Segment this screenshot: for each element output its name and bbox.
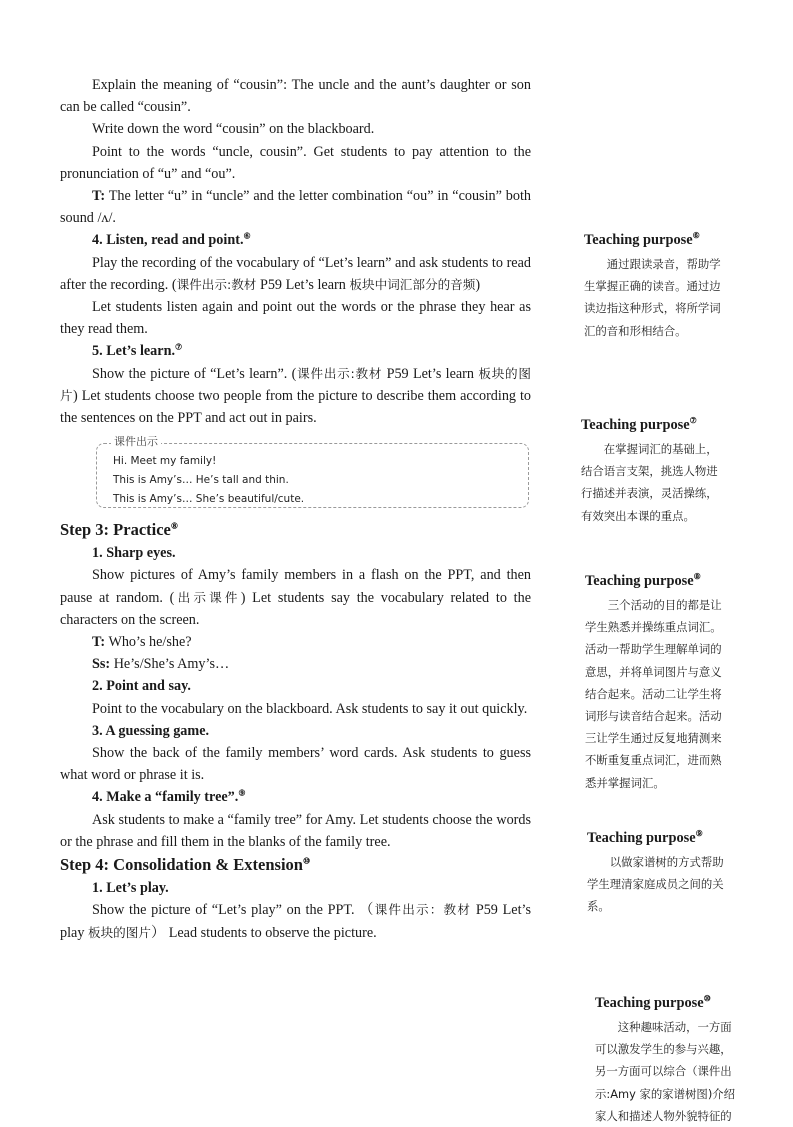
dialogue-line: T: Who’s he/she?	[92, 634, 192, 651]
note-text: 三个活动的目的都是让 学生熟悉并操练重点词汇。 活动一帮助学生理解单词的 意思，并将单词图片与意义 结合起来。活动二让学生将 词形与读音结合起来。活动 三让学生通过反复地猜测来 不断重复重点词汇，进而熟 悉并掌握词汇。	[585, 598, 722, 790]
footnote-marker: ⑦	[689, 416, 697, 426]
section-heading: 4. Listen, read and point.⑥	[92, 231, 251, 249]
note-title: Teaching purpose⑩	[595, 994, 711, 1011]
teaching-purpose-note	[581, 415, 759, 527]
teaching-purpose-note	[584, 230, 762, 342]
paragraph: Ask students to make a “family tree” for Amy. Let students choose the words or the phrase and fill them in the blanks of the family tree.	[60, 811, 531, 850]
speaker-label: T:	[92, 188, 106, 205]
section-heading: 2. Point and say.	[92, 678, 191, 695]
teaching-purpose-note	[585, 571, 763, 794]
section-heading: 5. Let’s learn.⑦	[92, 342, 183, 360]
paragraph: Write down the word “cousin” on the blackboard.	[92, 121, 375, 138]
section-heading: 3. A guessing game.	[92, 722, 210, 739]
courseware-line: Hi. Meet my family!	[113, 455, 217, 468]
teaching-purpose-note	[595, 993, 773, 1127]
footnote-marker: ⑧	[170, 521, 179, 531]
speaker-label: T:	[92, 634, 106, 651]
dialogue-line: Ss: He’s/She’s Amy’s…	[92, 656, 230, 673]
step-heading: Step 3: Practice⑧	[60, 520, 179, 540]
note-text: 以做家谱树的方式帮助 学生理清家庭成员之间的关 系。	[587, 855, 724, 914]
paragraph: Show pictures of Amy’s family members in a flash on the PPT, and then pause at random. (出示课件) Let students say the vocabulary related to the characters on the screen.	[60, 567, 531, 628]
note-text: 在掌握词汇的基础上， 结合语言支架，挑选人物进 行描述并表演，灵活操练， 有效突出本课的重点。	[581, 442, 718, 523]
dialogue-text: The letter “u” in “uncle” and the letter combination “ou” in “cousin” both sound /ʌ/.	[60, 188, 531, 227]
note-title: Teaching purpose⑧	[585, 572, 701, 589]
courseware-label: 课件出示	[111, 435, 161, 449]
paragraph: Point to the vocabulary on the blackboard. Ask students to say it out quickly.	[92, 700, 528, 717]
footnote-marker: ⑨	[238, 788, 246, 798]
lesson-body	[60, 74, 531, 944]
teaching-purpose-note	[587, 828, 765, 918]
paragraph: Show the picture of “Let’s learn”. (课件出示:教材 P59 Let’s learn 板块的图片) Let students choose two people from the picture to describe them according to the sentences on the PPT and act out in pairs.	[60, 365, 532, 427]
paragraph: Show the picture of “Let’s play” on the PPT. （课件出示：教材 P59 Let’s play 板块的图片） Lead students to observe the picture.	[60, 902, 531, 941]
courseware-line: This is Amy’s… She’s beautiful/cute.	[113, 493, 305, 506]
courseware-text	[113, 452, 304, 509]
section-heading: 1. Sharp eyes.	[92, 545, 176, 562]
footnote-marker: ⑩	[302, 856, 311, 866]
footnote-marker: ⑨	[695, 829, 703, 839]
speaker-label: Ss:	[92, 656, 111, 673]
courseware-line: This is Amy’s… He’s tall and thin.	[113, 474, 289, 487]
footnote-marker: ⑧	[693, 572, 701, 582]
footnote-marker: ⑥	[243, 231, 251, 241]
section-heading: 1. Let’s play.	[92, 880, 169, 897]
courseware-box	[96, 435, 529, 508]
step-heading: Step 4: Consolidation & Extension⑩	[60, 855, 311, 875]
footnote-marker: ⑥	[692, 231, 700, 241]
note-title: Teaching purpose⑨	[587, 829, 703, 846]
note-text: 通过跟读录音，帮助学 生掌握正确的读音。通过边 读边指这种形式，将所学词 汇的音和形相结合。	[584, 257, 721, 338]
paragraph: Show the back of the family members’ word cards. Ask students to guess what word or phrase it is.	[60, 745, 531, 784]
note-title: Teaching purpose⑦	[581, 416, 697, 433]
paragraph: Explain the meaning of “cousin”: The uncle and the aunt’s daughter or son can be called “cousin”.	[60, 77, 531, 116]
paragraph: Play the recording of the vocabulary of “Let’s learn” and ask students to read after the recording. (课件出示:教材 P59 Let’s learn 板块中词汇部分的音频)	[60, 254, 531, 293]
footnote-marker: ⑩	[703, 994, 711, 1004]
dialogue-line	[60, 185, 531, 229]
note-text: 这种趣味活动，一方面 可以激发学生的参与兴趣， 另一方面可以综合（课件出 示:Amy 家的家谱树图)介绍 家人和描述人物外貌特征的	[595, 1020, 736, 1123]
section-heading: 4. Make a “family tree”.⑨	[92, 788, 246, 806]
paragraph: Let students listen again and point out the words or the phrase they hear as they read them.	[60, 299, 531, 338]
footnote-marker: ⑦	[175, 342, 183, 352]
paragraph: Point to the words “uncle, cousin”. Get students to pay attention to the pronunciation of “u” and “ou”.	[60, 143, 531, 182]
note-title: Teaching purpose⑥	[584, 231, 700, 248]
